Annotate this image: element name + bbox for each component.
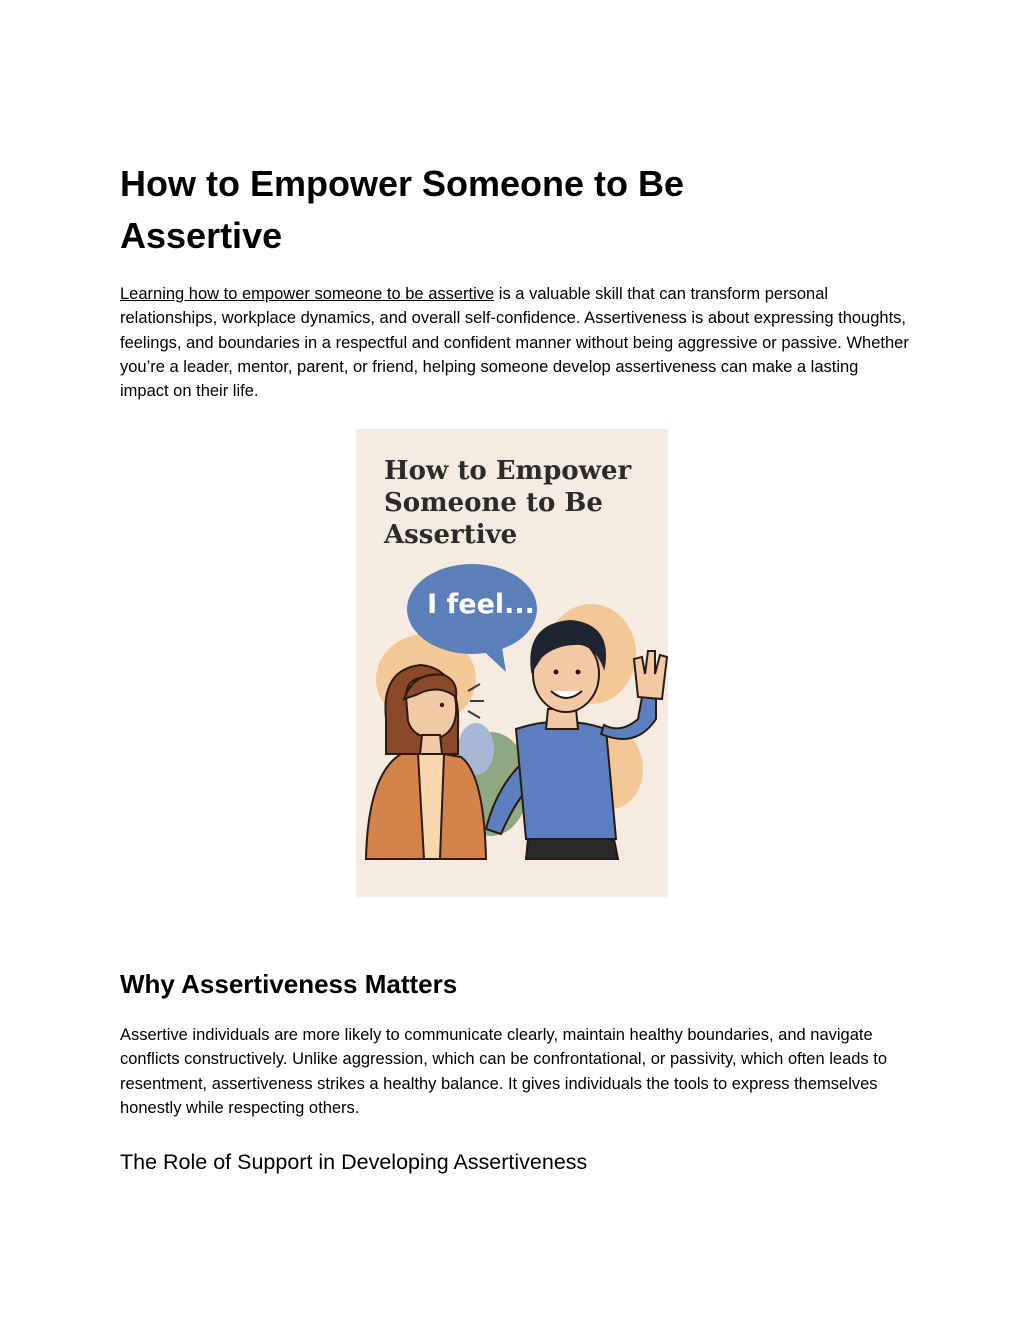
intro-link[interactable]: Learning how to empower someone to be assertive	[120, 285, 495, 303]
section-paragraph-why: Assertive individuals are more likely to communicate clearly, maintain healthy boundaries, and navigate conflicts constructively. Unlike aggression, which can be confrontational, or passivity, which often leads to resentment, assertiveness strikes a healthy balance. It gives individuals the tools to express themselves honestly while respecting others.	[120, 1026, 888, 1117]
speech-bubble-text: I feel...	[427, 589, 535, 620]
hero-illustration	[356, 429, 668, 897]
woman-neck	[420, 735, 442, 754]
speech-bubble-tail	[476, 641, 506, 672]
man-eye-left	[554, 670, 559, 675]
intro-paragraph	[120, 282, 910, 403]
page-title: How to Empower Someone to Be Assertive	[120, 163, 685, 256]
man-hand	[634, 651, 667, 699]
man-torso	[516, 722, 616, 840]
man-pants	[526, 839, 618, 859]
intro-text: is a valuable skill that can transform personal relationships, workplace dynamics, and overall self-confidence. Assertiveness is about expressing thoughts, feelings, and boundaries in a respectful and confident manner without being aggressive or passive. Whether you’re a leader, mentor, parent, or friend, helping someone develop assertiveness can make a lasting impact on their life.	[120, 285, 909, 401]
section-heading-role-of-support: The Role of Support in Developing Assertiveness	[120, 1150, 588, 1174]
section-heading-why: Why Assertiveness Matters	[120, 969, 458, 999]
woman-surprise-line-3	[468, 711, 480, 718]
woman-jacket-left	[366, 754, 424, 859]
illustration-title: How to Empower Someone to Be Assertive	[384, 456, 632, 550]
woman-eye	[440, 703, 444, 707]
man-arm-right	[601, 697, 656, 739]
man-eye-right	[576, 670, 581, 675]
